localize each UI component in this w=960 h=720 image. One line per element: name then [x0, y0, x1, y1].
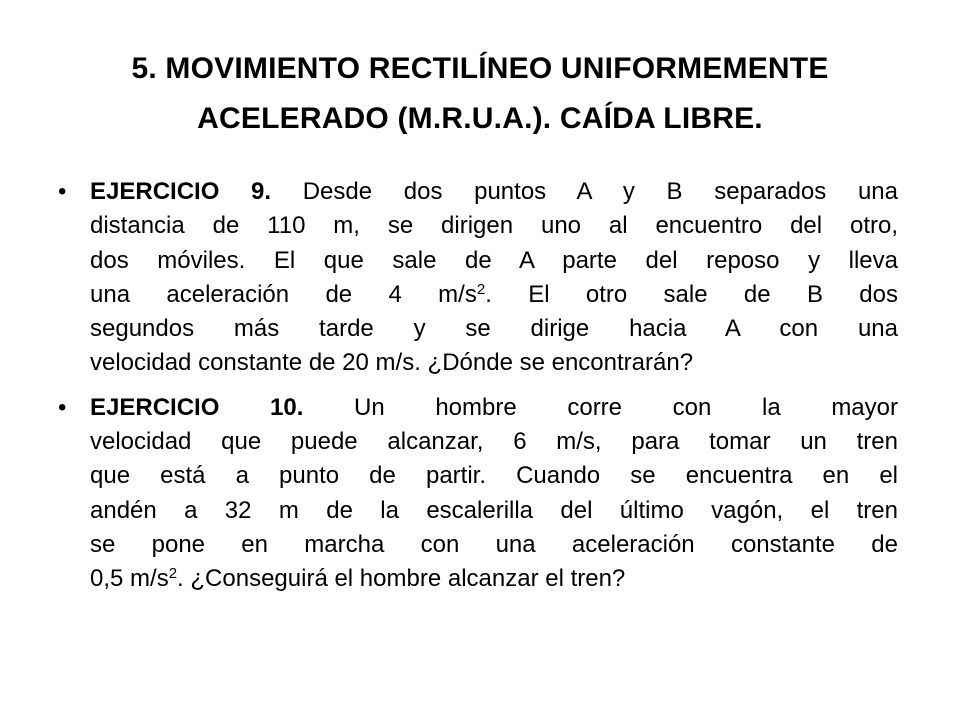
slide-title: [60, 44, 900, 144]
text-line: distancia de 110 m, se dirigen uno al encuentro del otro,: [90, 212, 898, 240]
exercise-list: [58, 175, 898, 607]
text-line: se pone en marcha con una aceleración constante de: [90, 530, 898, 558]
text-line: EJERCICIO 9. Desde dos puntos A y B separados una: [90, 178, 898, 205]
text-line: una aceleración de 4 $m/s^2$. El otro sale de B dos: [90, 280, 898, 308]
text-line: EJERCICIO 10. Un hombre corre con la mayor: [90, 393, 898, 421]
superscript: 2: [168, 565, 178, 583]
exercise-9: [58, 175, 898, 381]
title-line-2: ACELERADO (M.R.U.A.). CAÍDA LIBRE.: [197, 102, 763, 135]
text-line: velocidad que puede alcanzar, 6 m/s, para tomar un tren: [90, 428, 898, 456]
text-line: que está a punto de partir. Cuando se encuentra en el: [90, 462, 898, 490]
bullet-icon: •: [58, 393, 67, 421]
exercise-9-label: EJERCICIO 9.: [90, 178, 272, 205]
text-line: velocidad constante de 20 m/s. ¿Dónde se encontrarán?: [90, 349, 694, 377]
text-line: segundos más tarde y se dirige hacia A con una: [90, 315, 898, 343]
exercise-10-label: EJERCICIO 10.: [90, 393, 304, 421]
title-line-1: 5. MOVIMIENTO RECTILÍNEO UNIFORMEMENTE: [131, 52, 829, 85]
superscript: 2: [476, 280, 486, 298]
exercise-9-text: [90, 175, 898, 381]
bullet-icon: •: [58, 178, 67, 205]
exercise-10-text: [90, 391, 898, 597]
text-line: 0,5 $m/s^2$. ¿Conseguirá el hombre alcanzar el tren?: [90, 565, 626, 593]
text-line: dos móviles. El que sale de A parte del reposo y lleva: [90, 246, 898, 274]
exercise-10: [58, 391, 898, 597]
text-line: andén a 32 m de la escalerilla del último vagón, el tren: [90, 496, 898, 524]
